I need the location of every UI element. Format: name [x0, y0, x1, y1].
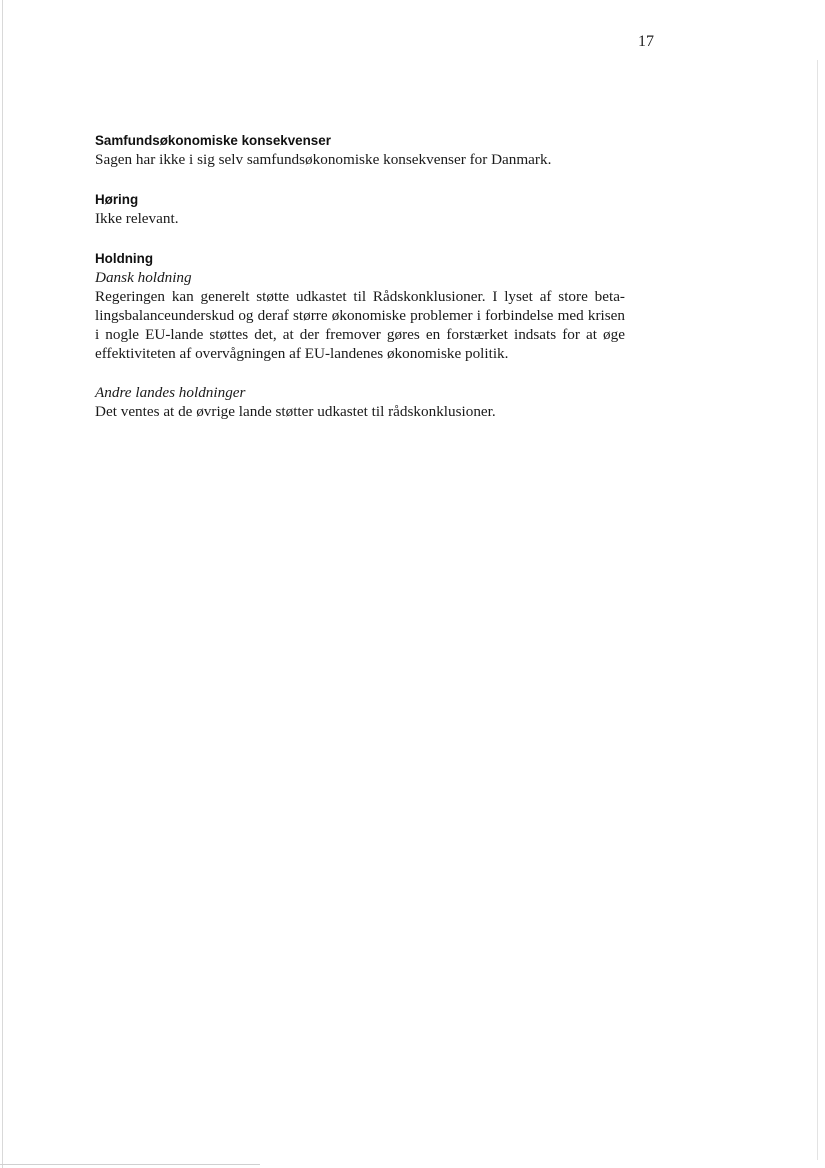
heading-horing: Høring — [95, 192, 139, 207]
subheading-dansk-holdning: Dansk holdning — [95, 269, 192, 286]
page-number: 17 — [638, 33, 654, 50]
subheading-andre-landes-holdninger: Andre landes holdninger — [95, 384, 246, 401]
scan-edge-right — [817, 60, 818, 1160]
horing-body: Ikke relevant. — [95, 210, 179, 227]
scan-edge-bottom — [0, 1164, 260, 1165]
heading-holdning: Holdning — [95, 251, 154, 266]
scan-edge-left — [2, 0, 3, 1168]
heading-samfundsokonomiske-konsekvenser: Samfundsøkonomiske konsekvenser — [95, 133, 331, 148]
samfund-body: Sagen har ikke i sig selv samfundsøkonomiske konsekvenser for Danmark. — [95, 151, 552, 168]
document-body — [95, 131, 625, 421]
dansk-holdning-body: Regeringen kan generelt støtte udkastet til Rådskonklusioner. I lyset af store beta-lingsbalanceunderskud og deraf større økonomiske problemer i forbindelse med krisen i nogle EU-lande støttes det, at der fremover gøres en forstærket indsats for at øge effektiviteten af overvågningen af EU-landenes økonomiske politik. — [95, 288, 625, 362]
andre-landes-body: Det ventes at de øvrige lande støtter udkastet til rådskonklusioner. — [95, 403, 496, 420]
